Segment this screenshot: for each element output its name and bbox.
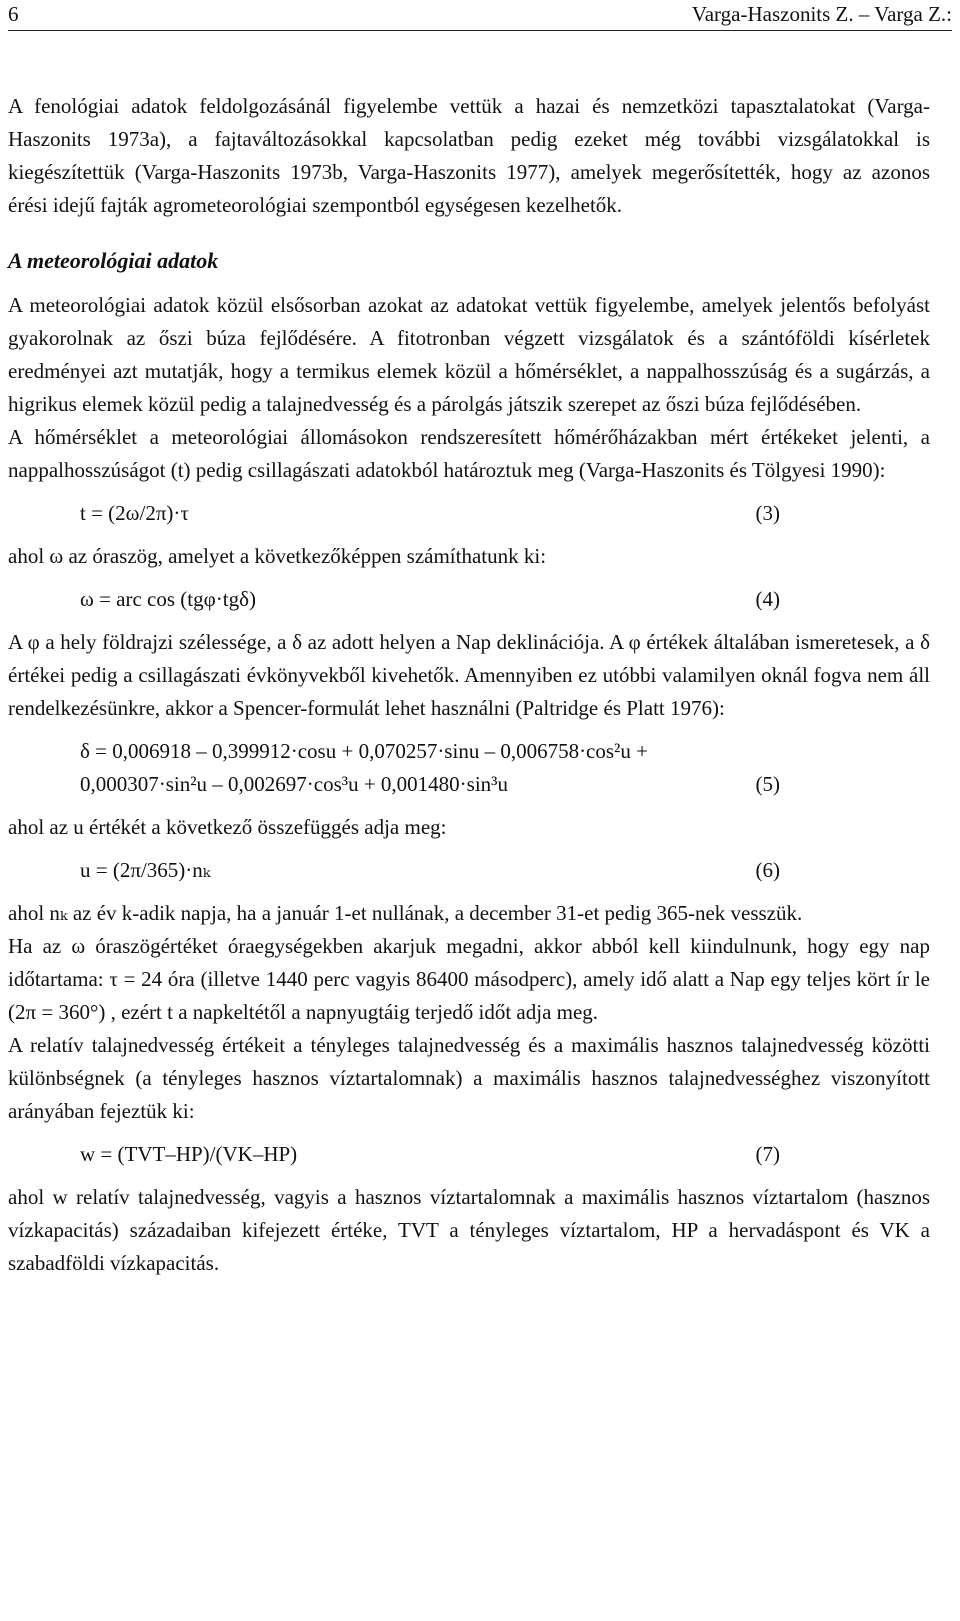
paragraph-u-value: ahol az u értékét a következő összefüggés adja meg: <box>8 815 447 839</box>
paragraph-hour-units: Ha az ω óraszögértéket óraegységekben akarjuk megadni, akkor abból kell kiindulnunk, hogy egy nap időtartama: τ = 24 óra (illetve 1440 perc vagyis 86400 másodperc), amely idő alatt a Nap egy teljes kört ír le (2π = 360°) , ezért t a napkeltétől a napnyugtáig terjedő időt adja meg. <box>8 934 930 1024</box>
paragraph-day-number: ahol nₖ az év k-adik napja, ha a január 1-et nullának, a december 31-et pedig 365-nek vesszük. <box>8 901 803 925</box>
paragraph-hour-angle: ahol ω az óraszög, amelyet a következőképpen számíthatunk ki: <box>8 544 547 568</box>
equation-3 <box>8 497 930 530</box>
equation-3-number: (3) <box>755 501 780 525</box>
equation-6-number: (6) <box>755 858 780 882</box>
paragraph-definitions: ahol w relatív talajnedvesség, vagyis a hasznos víztartalomnak a maximális hasznos víztartalom (hasznos vízkapacitás) századaiban kifejezett értéke, TVT a tényleges víztartalom, HP a hervadáspont és VK a szabadföldi vízkapacitás. <box>8 1185 930 1275</box>
running-title: Varga-Haszonits Z. – Varga Z.: <box>691 2 952 26</box>
equation-7-text: w = (TVT–HP)/(VK–HP) <box>80 1142 298 1166</box>
equation-7-number: (7) <box>755 1142 780 1166</box>
paragraph-phenology: A fenológiai adatok feldolgozásánál figyelembe vettük a hazai és nemzetközi tapasztalatokat (Varga-Haszonits 1973a), a fajtaváltozásokkal kapcsolatban pedig ezeket még további vizsgálatokkal is kiegészítettük (Varga-Haszonits 1973b, Varga-Haszonits 1977), amelyek megerősítették, hogy az azonos érési idejű fajták agrometeorológiai szempontból egységesen kezelhetők. <box>8 94 930 217</box>
paragraph-declination: A φ a hely földrajzi szélessége, a δ az adott helyen a Nap deklinációja. A φ értékek általában ismeretesek, a δ értékei pedig a csillagászati évkönyvekből kivehetők. Amennyiben ez utóbbi valamilyen oknál fogva nem áll rendelkezésünkre, akkor a Spencer-formulát lehet használni (Paltridge és Platt 1976): <box>8 630 930 720</box>
equation-5-number: (5) <box>755 772 780 796</box>
paragraph-soil-moisture: A relatív talajnedvesség értékeit a tényleges talajnedvesség és a maximális hasznos talajnedvesség közötti különbségnek (a tényleges hasznos víztartalomnak) a maximális hasznos talajnedvességhez viszonyított arányában fejeztük ki: <box>8 1033 930 1123</box>
equation-4 <box>8 583 930 616</box>
equation-3-text: t = (2ω/2π)·τ <box>80 501 189 525</box>
section-heading: A meteorológiai adatok <box>8 248 219 273</box>
page-header <box>8 0 952 31</box>
equation-7 <box>8 1138 930 1171</box>
equation-5 <box>8 735 930 801</box>
paragraph-meteorology: A meteorológiai adatok közül elsősorban azokat az adatokat vettük figyelembe, amelyek jelentős befolyást gyakorolnak az őszi búza fejlődésére. A fitotronban végzett vizsgálatok és a szántóföldi kísérletek eredményei azt mutatják, hogy a termikus elemek közül a hőmérséklet, a nappalhosszúság és a sugárzás, a higrikus elemek közül pedig a talajnedvesség és a párolgás játszik szerepet az őszi búza fejlődésében. <box>8 293 930 416</box>
equation-6 <box>8 854 930 887</box>
equation-4-number: (4) <box>755 587 780 611</box>
page-number: 6 <box>8 2 19 26</box>
equation-5-line-1: δ = 0,006918 – 0,399912·cosu + 0,070257·sinu – 0,006758·cos²u + <box>80 739 648 763</box>
equation-5-line-2: 0,000307·sin²u – 0,002697·cos³u + 0,001480·sin³u <box>80 772 508 796</box>
equation-6-text: u = (2π/365)·nₖ <box>80 858 211 882</box>
page-body <box>8 90 930 1280</box>
equation-4-text: ω = arc cos (tgφ·tgδ) <box>80 587 256 611</box>
paragraph-temperature: A hőmérséklet a meteorológiai állomásokon rendszeresített hőmérőházakban mért értékeket jelenti, a nappalhosszúságot (t) pedig csillagászati adatokból határoztuk meg (Varga-Haszonits és Tölgyesi 1990): <box>8 425 930 482</box>
